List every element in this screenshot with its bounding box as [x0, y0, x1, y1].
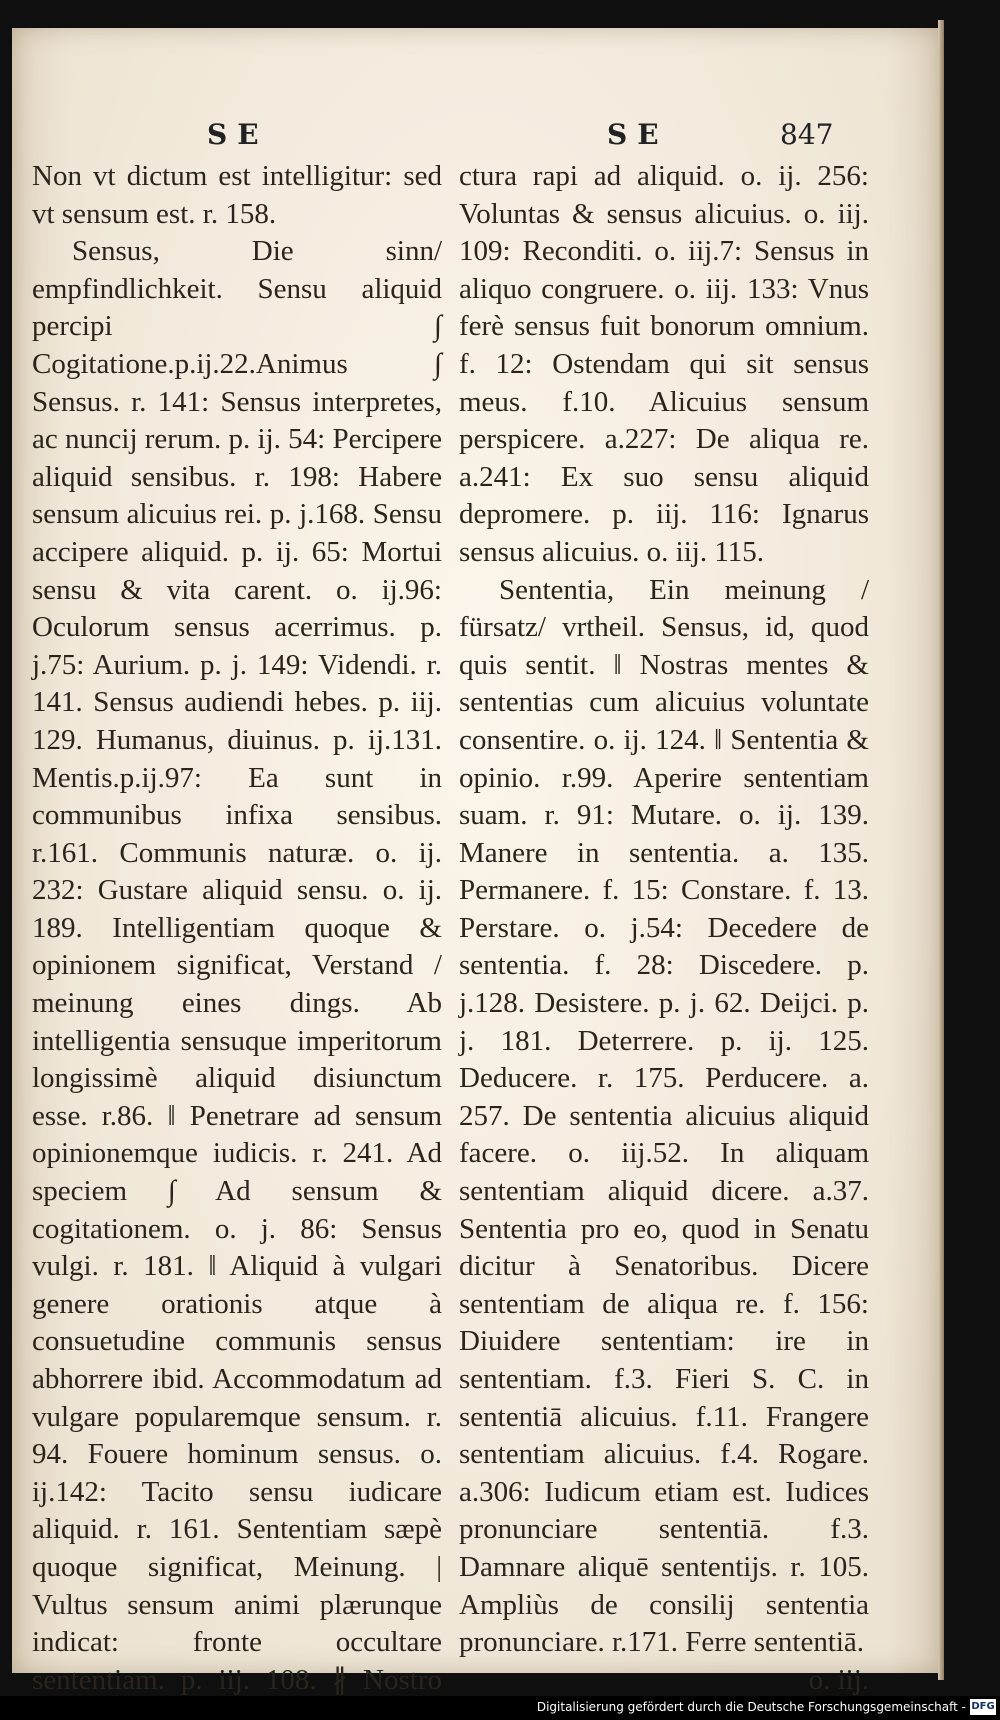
page-header: [12, 118, 942, 154]
paragraph: ctura rapi ad aliquid. o. ij. 256: Voluntas & sensus alicuius. o. iij. 109: Reconditi. o. iij.7: Sensus in aliquo congruere. o. iij. 133: Vnus ferè sensus fuit bonorum omnium. f. 12: Ostendam qui sit sensus meus. f.10. Alicuius sensum perspicere. a.227: De aliqua re. a.241: Ex suo sensu aliquid depromere. p. iij. 116: Ignarus sensus alicuius. o. iij. 115.: [459, 160, 869, 568]
page-edge: [938, 20, 944, 1680]
paragraph: Sensus, Die sinn/ empfindlichkeit. Sensu aliquid percipi ∫ Cogitatione.p.ij.22.Animus ∫ Sensus. r. 141: Sensus interpretes, ac nuncij rerum. p. ij. 54: Percipere aliquid sensibus. r. 198: Habere sensum alicuius rei. p. j.168. Sensu accipere aliquid. p. ij. 65: Mortui sensu & vita carent. o. ij.96: Oculorum sensus acerrimus. p. j.75: Aurium. p. j. 149: Videndi. r. 141. Sensus audiendi hebes. p. iij. 129. Humanus, diuinus. p. ij.131. Mentis.p.ij.97: Ea sunt in communibus infixa sensibus. r.161. Communis naturæ. o. ij. 232: Gustare aliquid sensu. o. ij. 189. Intelligentiam quoque & opinionem significat, Verstand / meinung eines dings. Ab intelligentia sensuque imperitorum longissimè aliquid disiunctum esse. r.86. ‖ Penetrare ad sensum opinionemque iudicis. r. 241. Ad speciem ∫ Ad sensum & cogitationem. o. j. 86: Sensus vulgi. r. 181. ‖ Aliquid à vulgari genere orationis atque à consuetudine communis sensus abhorrere ibid. Accommodatum ad vulgare popularemque sensum. r. 94. Fouere hominum sensus. o. ij.142: Tacito sensu iudicare aliquid. r. 161. Sententiam sæpè quoque significat, Meinung. | Vultus sensum animi plærunque indicat: fronte occultare sententiam. p. iij. 108. ∦ Nostro: [32, 235, 442, 1696]
right-text-column: [459, 158, 869, 1699]
funding-notice: Digitalisierung gefördert durch die Deutsche Forschungsgemeinschaft -: [536, 1700, 966, 1714]
left-running-head: SE: [207, 118, 269, 151]
right-running-head: SE: [607, 118, 669, 151]
book-page: [12, 28, 942, 1696]
dfg-logo: DFG: [970, 1699, 996, 1715]
paragraph: Non vt dictum est intelligitur: sed vt sensum est. r. 158.: [32, 160, 442, 230]
footer-bar: [0, 1696, 1000, 1720]
catchword: o. iij.: [808, 1663, 869, 1696]
page-number: 847: [780, 118, 834, 151]
paragraph: Sententia, Ein meinung / fürsatz/ vrtheil. Sensus, id, quod quis sentit. ‖ Nostras mentes & sententias cum alicuius voluntate consentire. o. ij. 124. ‖ Sententia & opinio. r.99. Aperire sententiam suam. r. 91: Mutare. o. ij. 139. Manere in sententia. a. 135. Permanere. f. 15: Constare. f. 13. Perstare. o. j.54: Decedere de sententia. f. 28: Discedere. p. j.128. Desistere. p. j. 62. Deijci. p. j. 181. Deterrere. p. ij. 125. Deducere. r. 175. Perducere. a. 257. De sententia alicuius aliquid facere. o. iij.52. In aliquam sententiam aliquid dicere. a.37. Sententia pro eo, quod in Senatu dicitur à Senatoribus. Dicere sententiam de aliqua re. f. 156: Diuidere sententiam: ire in sententiam. f.3. Fieri S. C. in sententiā alicuius. f.11. Frangere sententiam alicuius. f.4. Rogare. a.306: Iudicum etiam est. Iudices pronunciare sententiā. f.3. Damnare aliquē sententijs. r. 105. Ampliùs de consilij sententia pronunciare. r.171. Ferre sententiā.: [459, 573, 869, 1659]
left-text-column: [32, 158, 442, 1720]
